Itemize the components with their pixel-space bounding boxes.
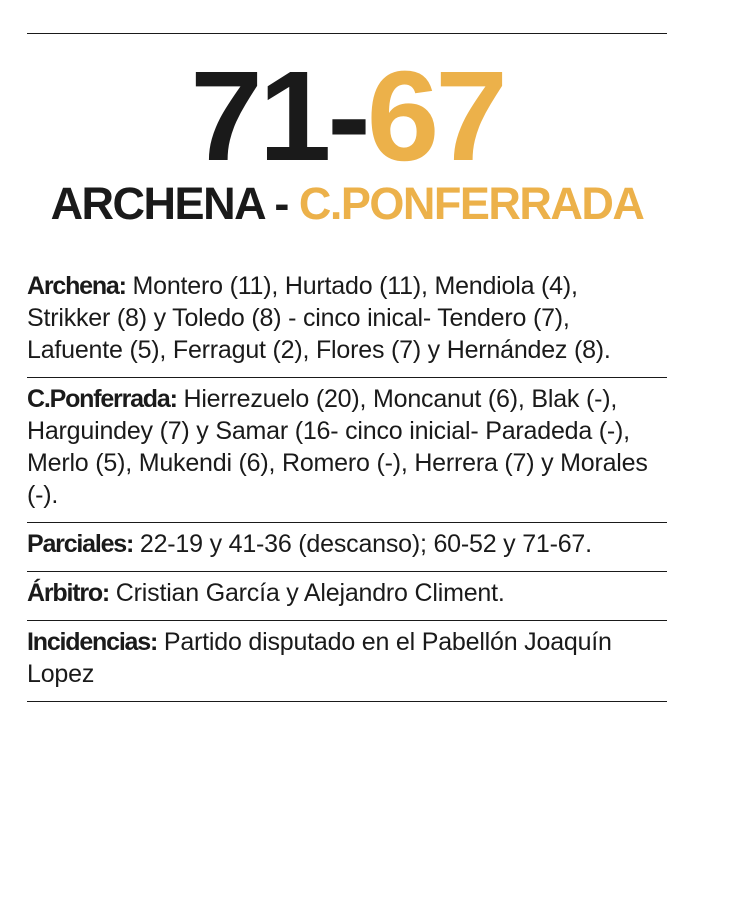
section-parciales [27, 523, 667, 572]
section-label: Árbitro: [27, 579, 110, 607]
score-separator: - [327, 45, 367, 188]
section-label: Archena: [27, 272, 126, 300]
section-text: Cristian García y Alejandro Climent. [109, 579, 505, 607]
section-archena [27, 265, 667, 378]
final-score [21, 45, 674, 188]
section-arbitro [27, 572, 667, 621]
section-text: Partido disputado en el Pabellón Joaquín Lopez [27, 628, 612, 688]
section-text: 22-19 y 41-36 (descanso); 60-52 y 71-67. [133, 530, 592, 558]
section-label: Parciales: [27, 530, 134, 558]
section-text: Montero (11), Hurtado (11), Mendiola (4), Strikker (8) y Toledo (8) - cinco inical- Tendero (7), Lafuente (5), Ferragut (2), Flores (7) y Hernández (8). [27, 272, 611, 364]
home-score: 71 [190, 45, 328, 188]
top-divider [27, 33, 667, 34]
section-ponferrada [27, 378, 667, 523]
section-label: Incidencias: [27, 628, 158, 656]
away-team-name: C.PONFERRADA [298, 178, 644, 229]
home-team-name: ARCHENA [50, 178, 264, 229]
match-report-box [27, 0, 667, 702]
section-text: Hierrezuelo (20), Moncanut (6), Blak (-), Harguindey (7) y Samar (16- cinco inicial- Paradeda (-), Merlo (5), Mukendi (6), Romero (-), Herrera (7) y Morales (-). [27, 385, 648, 509]
section-label: C.Ponferrada: [27, 385, 177, 413]
teams-separator: - [263, 178, 299, 229]
section-incidencias [27, 621, 667, 702]
away-score: 67 [366, 45, 504, 188]
